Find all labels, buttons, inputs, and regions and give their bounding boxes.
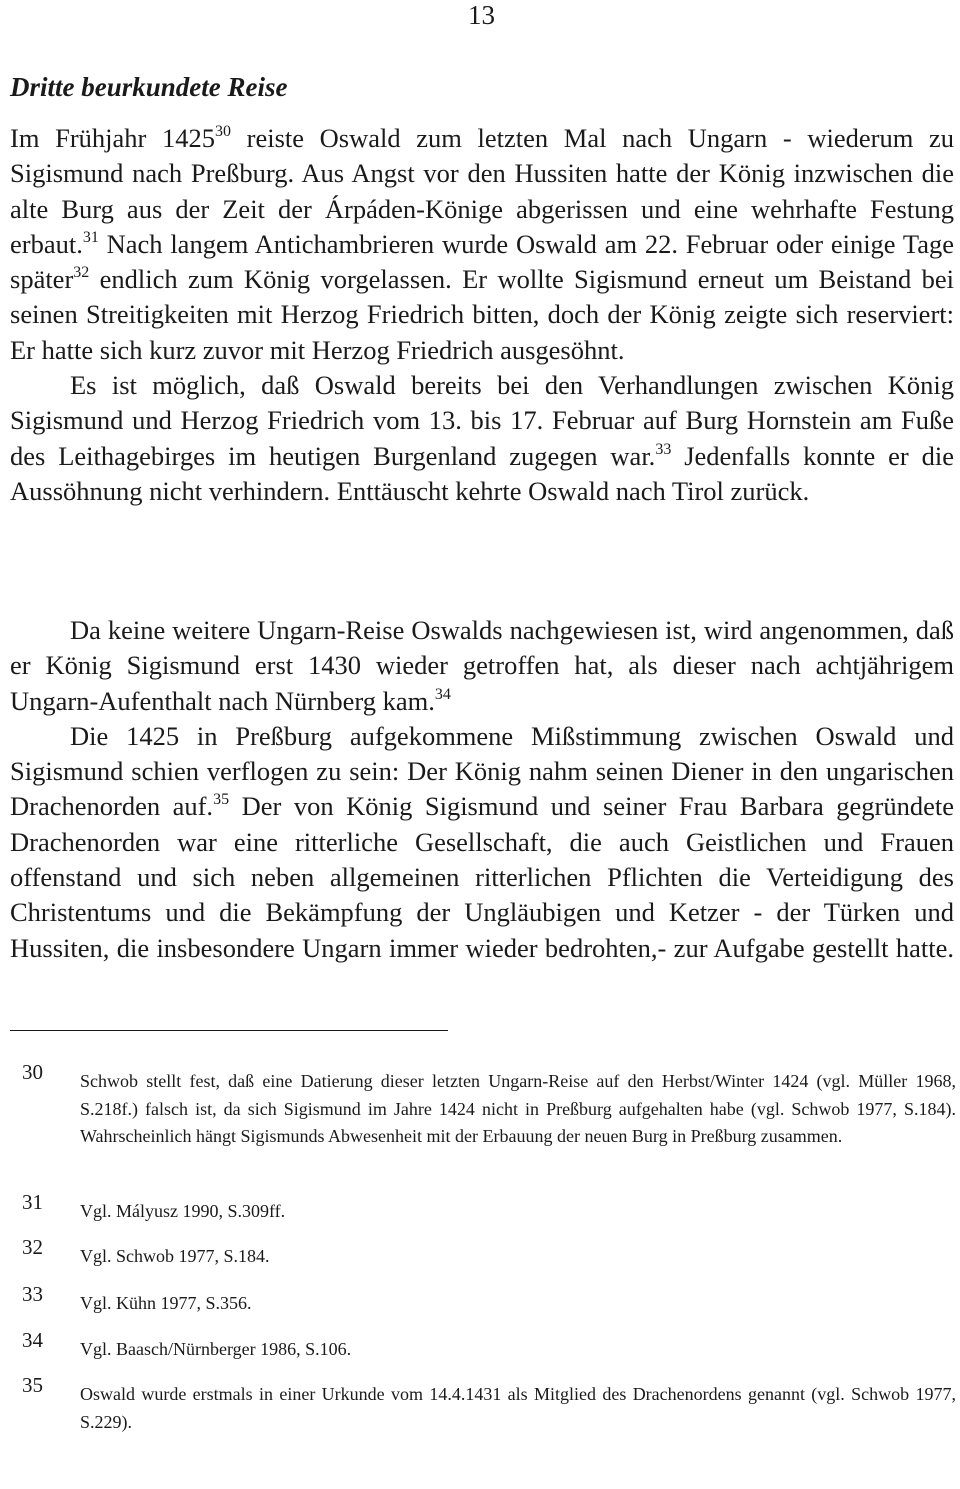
- text-run: endlich zum König vorgelassen. Er wollte Sigismund erneut um Beistand bei seinen Streitigkeiten mit Herzog Friedrich bitten, doch der König zeigte sich reserviert: Er hatte sich kurz zuvor mit Herzog Friedrich ausgesöhnt.: [10, 264, 954, 365]
- footnote-34: [22, 1328, 956, 1364]
- paragraph-3: [10, 613, 954, 719]
- footnote-text: Vgl. Schwob 1977, S.184.: [80, 1246, 270, 1266]
- footnote-31: [22, 1190, 956, 1226]
- footnote-number: 30: [22, 1060, 43, 1084]
- paragraph-4: [10, 719, 954, 966]
- footnote-number: 31: [22, 1190, 43, 1214]
- footnote-number: 32: [22, 1235, 43, 1259]
- footnote-30: [22, 1060, 956, 1151]
- footnote-ref-35[interactable]: 35: [213, 791, 230, 809]
- text-run: Da keine weitere Ungarn-Reise Oswalds nachgewiesen ist, wird angenommen, daß er König Sigismund erst 1430 wieder getroffen hat, als dieser nach achtjährigem Ungarn-Aufenthalt nach Nürnberg kam.: [10, 615, 954, 716]
- footnote-number: 33: [22, 1282, 43, 1306]
- footnote-text: Oswald wurde erstmals in einer Urkunde vom 14.4.1431 als Mitglied des Drachenordens genannt (vgl. Schwob 1977, S.229).: [80, 1384, 956, 1432]
- body-text-block-2: [10, 613, 954, 966]
- footnote-text: Vgl. Kühn 1977, S.356.: [80, 1293, 252, 1313]
- text-run: Der von König Sigismund und seiner Frau Barbara gegründete Drachenorden war eine ritterliche Gesellschaft, die auch Geistlichen und Frauen offenstand und sich neben allgemeinen ritterlichen Pflichten die Verteidigung des Christentums und die Bekämpfung der Ungläubigen und Ketzer - der Türken und Hussiten, die insbesondere Ungarn immer wieder bedrohten,- zur Aufgabe gestellt hatte.: [10, 791, 954, 963]
- body-text-block-1: [10, 121, 954, 509]
- footnote-text: Schwob stellt fest, daß eine Datierung dieser letzten Ungarn-Reise auf den Herbst/Winter 1424 (vgl. Müller 1968, S.218f.) falsch ist, da sich Sigismund im Jahre 1424 nicht in Preßburg aufgehalten habe (vgl. Schwob 1977, S.184). Wahrscheinlich hängt Sigismunds Abwesenheit mit der Erbauung der neuen Burg in Preßburg zusammen.: [80, 1071, 956, 1146]
- text-run: Es ist möglich, daß Oswald bereits bei den Verhandlungen zwischen König Sigismund und Herzog Friedrich vom 13. bis 17. Februar auf Burg Hornstein am Fuße des Leithagebirges im heutigen Burgenland zugegen war.: [10, 370, 954, 471]
- footnote-text: Vgl. Baasch/Nürnberger 1986, S.106.: [80, 1339, 352, 1359]
- section-heading: Dritte beurkundete Reise: [10, 72, 288, 102]
- footnote-33: [22, 1282, 956, 1318]
- footnote-ref-33[interactable]: 33: [655, 440, 672, 458]
- paragraph-2: [10, 368, 954, 509]
- page-number: 13: [468, 0, 495, 30]
- footnote-number: 35: [22, 1373, 43, 1397]
- footnote-separator: [10, 1030, 448, 1031]
- footnote-ref-32[interactable]: 32: [73, 264, 90, 282]
- footnote-text: Vgl. Mályusz 1990, S.309ff.: [80, 1201, 286, 1221]
- text-run: Nach langem Antichambrieren wurde Oswald am 22. Februar oder einige Tage später: [10, 228, 954, 295]
- paragraph-1: [10, 121, 954, 368]
- text-run: Im Frühjahr 1425: [10, 123, 215, 153]
- text-run: reiste Oswald zum letzten Mal nach Ungarn - wiederum zu Sigismund nach Preßburg. Aus Angst vor den Hussiten hatte der König inzwischen die alte Burg aus der Zeit der Árpáden-Könige abgerissen und eine wehrhafte Festung erbaut.: [10, 123, 954, 259]
- footnote-ref-31[interactable]: 31: [82, 228, 99, 246]
- footnote-35: [22, 1373, 956, 1436]
- footnote-ref-34[interactable]: 34: [434, 685, 451, 703]
- text-run: Jedenfalls konnte er die Aussöhnung nicht verhindern. Enttäuscht kehrte Oswald nach Tirol zurück.: [10, 440, 954, 506]
- footnote-ref-30[interactable]: 30: [214, 123, 231, 140]
- footnote-number: 34: [22, 1328, 43, 1352]
- text-run: Die 1425 in Preßburg aufgekommene Mißstimmung zwischen Oswald und Sigismund schien verflogen zu sein: Der König nahm seinen Diener in den ungarischen Drachenorden auf.: [10, 720, 954, 822]
- footnote-32: [22, 1235, 956, 1271]
